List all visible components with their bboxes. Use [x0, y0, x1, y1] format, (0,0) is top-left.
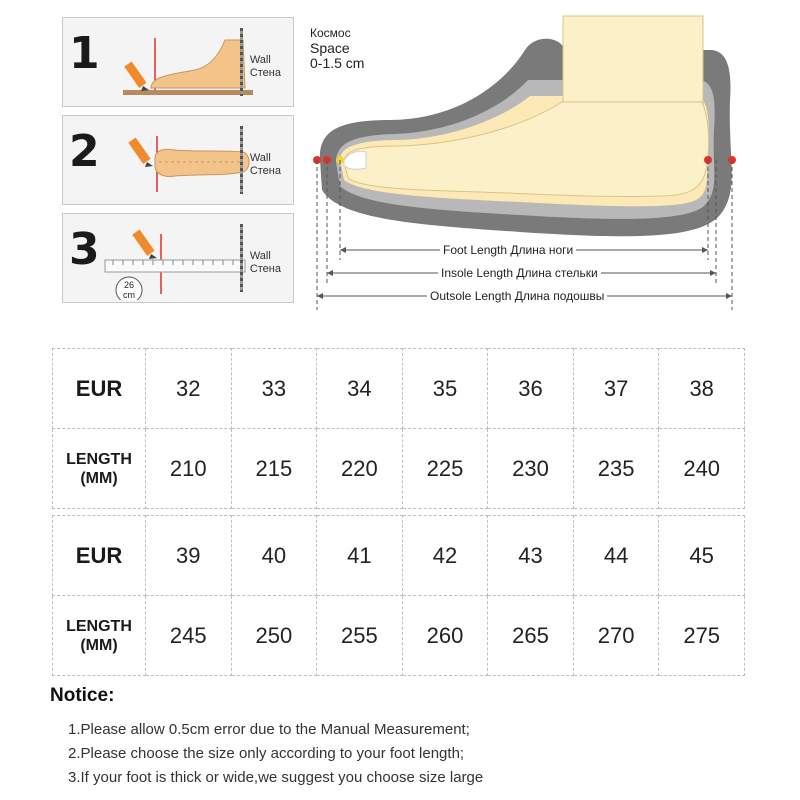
foot-shape — [151, 40, 245, 88]
length-cell: 250 — [232, 596, 318, 676]
length-cell: 230 — [488, 429, 574, 509]
notice-title: Notice: — [50, 685, 115, 706]
foot-shape — [155, 149, 249, 176]
ruler — [105, 260, 245, 272]
length-row — [52, 429, 745, 509]
eur-cell: 39 — [146, 515, 232, 596]
eur-row — [52, 515, 745, 596]
length-header: LENGTH (MM) — [52, 429, 146, 509]
badge-value: 26 — [123, 280, 135, 290]
badge-unit: cm — [123, 290, 135, 300]
step-number: 3 — [69, 224, 100, 275]
length-cell: 220 — [317, 429, 403, 509]
leg — [563, 16, 703, 106]
pencil-icon — [128, 137, 153, 167]
shoe-diagram — [300, 10, 750, 310]
length-cell: 240 — [659, 429, 745, 509]
eur-cell: 32 — [146, 348, 232, 429]
foot-top-illustration — [103, 122, 253, 202]
eur-cell: 45 — [659, 515, 745, 596]
length-cell: 270 — [574, 596, 660, 676]
notice-line-1: 1.Please allow 0.5cm error due to the Manual Measurement; — [68, 721, 470, 738]
step-2-panel — [62, 115, 294, 205]
step-3-panel — [62, 213, 294, 303]
eur-row — [52, 348, 745, 429]
length-cell: 245 — [146, 596, 232, 676]
wall-label: Wall Стена — [249, 152, 281, 177]
eur-cell: 44 — [574, 515, 660, 596]
eur-cell: 38 — [659, 348, 745, 429]
wall — [240, 126, 243, 194]
size-table-2 — [52, 515, 745, 676]
eur-cell: 37 — [574, 348, 660, 429]
eur-cell: 33 — [232, 348, 318, 429]
eur-cell: 43 — [488, 515, 574, 596]
step-number: 1 — [69, 28, 100, 79]
length-cell: 225 — [403, 429, 489, 509]
wall-label: Wall Стена — [249, 54, 281, 79]
step-1-panel — [62, 17, 294, 107]
wall — [240, 28, 243, 96]
step-number: 2 — [69, 126, 100, 177]
length-cell: 275 — [659, 596, 745, 676]
notice-line-3: 3.If your foot is thick or wide,we suggest you choose size large — [68, 769, 484, 786]
pencil-icon — [132, 229, 157, 259]
wall — [240, 224, 243, 292]
eur-cell: 40 — [232, 515, 318, 596]
eur-header: EUR — [52, 515, 146, 596]
length-cell: 255 — [317, 596, 403, 676]
length-cell: 265 — [488, 596, 574, 676]
eur-cell: 42 — [403, 515, 489, 596]
eur-cell: 35 — [403, 348, 489, 429]
foot-side-illustration — [103, 24, 253, 104]
foot-length-label: Foot Length Длина ноги — [440, 243, 576, 257]
length-cell: 260 — [403, 596, 489, 676]
length-cell: 210 — [146, 429, 232, 509]
eur-header: EUR — [52, 348, 146, 429]
insole-length-label: Insole Length Длина стельки — [438, 266, 601, 280]
size-table-1 — [52, 348, 745, 509]
outsole-length-label: Outsole Length Длина подошвы — [427, 289, 607, 303]
wall-label: Wall Стена — [249, 250, 281, 275]
length-header: LENGTH (MM) — [52, 596, 146, 676]
pencil-icon — [124, 61, 149, 91]
eur-cell: 41 — [317, 515, 403, 596]
length-cell: 215 — [232, 429, 318, 509]
ruler-illustration — [103, 220, 253, 300]
space-label: Космос Space 0-1.5 cm — [310, 26, 365, 71]
eur-cell: 36 — [488, 348, 574, 429]
length-row — [52, 596, 745, 676]
eur-cell: 34 — [317, 348, 403, 429]
notice-line-2: 2.Please choose the size only according to your foot length; — [68, 745, 465, 762]
length-cell: 235 — [574, 429, 660, 509]
